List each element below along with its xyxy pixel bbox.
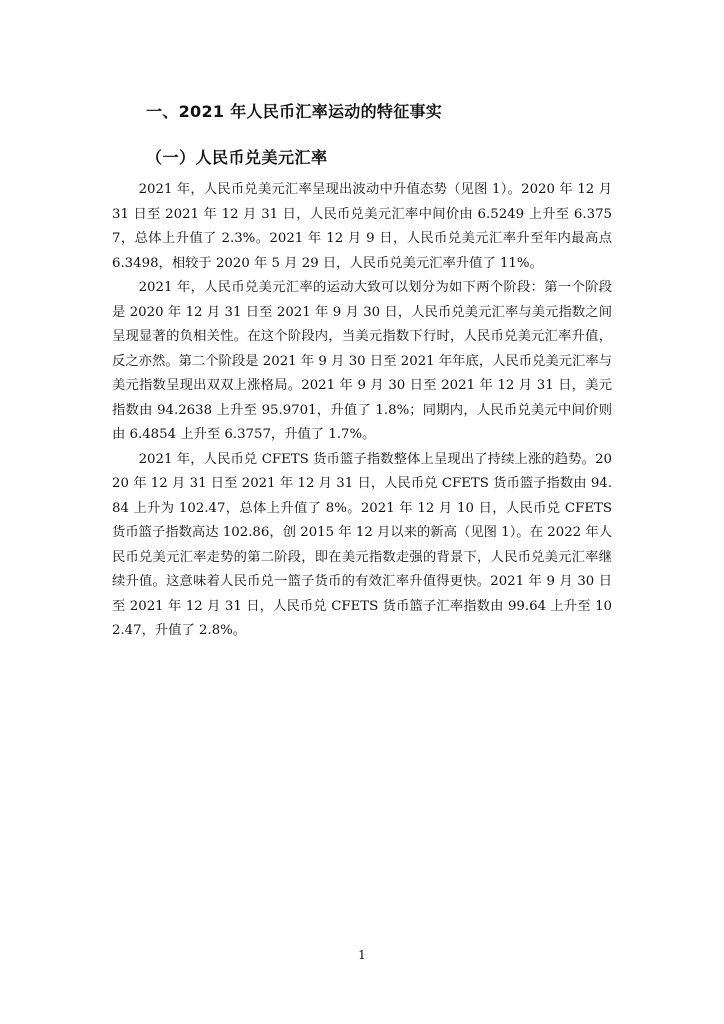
paragraph-1: 2021 年，人民币兑美元汇率呈现出波动中升值态势（见图 1）。2020 年 12 月 31 日至 2021 年 12 月 31 日，人民币兑美元汇率中间价由 6.5249 上升至 6.3757，总体上升值了 2.3%。2021 年 12 月 9 日，人民币兑美元汇率升至年内最高点 6.3498，相较于 2020 年 5 月 29 日，人民币兑美元汇率升值了 11%。 [112, 182, 612, 271]
paragraph-3: 2021 年，人民币兑 CFETS 货币篮子指数整体上呈现出了持续上涨的趋势。2020 年 12 月 31 日至 2021 年 12 月 31 日，人民币兑 CFETS 货币篮子指数由 94.84 上升为 102.47，总体上升值了 8%。2021 年 12 月 10 日，人民币兑 CFETS 货币篮子指数高达 102.86，创 2015 年 12 月以来的新高（见图 1）。在 2022 年人民币兑美元汇率走势的第二阶段，即在美元指数走强的背景下，人民币兑美元汇率继续升值。这意味着人民币兑一篮子货币的有效汇率升值得更快。2021 年 9 月 30 日至 2021 年 12 月 31 日，人民币兑 CFETS 货币篮子汇率指数由 99.64 上升至 102.47，升值了 2.8%。 [112, 451, 612, 638]
paragraph-2: 2021 年，人民币兑美元汇率的运动大致可以划分为如下两个阶段：第一个阶段是 2020 年 12 月 31 日至 2021 年 9 月 30 日，人民币兑美元汇率与美元指数之间呈现显著的负相关性。在这个阶段内，当美元指数下行时，人民币兑美元汇率升值，反之亦然。第二个阶段是 2021 年 9 月 30 日至 2021 年年底，人民币兑美元汇率与美元指数呈现出双双上涨格局。2021 年 9 月 30 日至 2021 年 12 月 31 日，美元指数由 94.2638 上升至 95.9701，升值了 1.8%；同期内，人民币兑美元中间价则由 6.4854 上升至 6.3757，升值了 1.7%。 [112, 280, 612, 442]
subsection-heading: （一）人民币兑美元汇率 [146, 148, 328, 167]
section-heading: 一、2021 年人民币汇率运动的特征事实 [146, 102, 443, 121]
body-text [112, 178, 612, 644]
page-number: 1 [358, 948, 366, 962]
